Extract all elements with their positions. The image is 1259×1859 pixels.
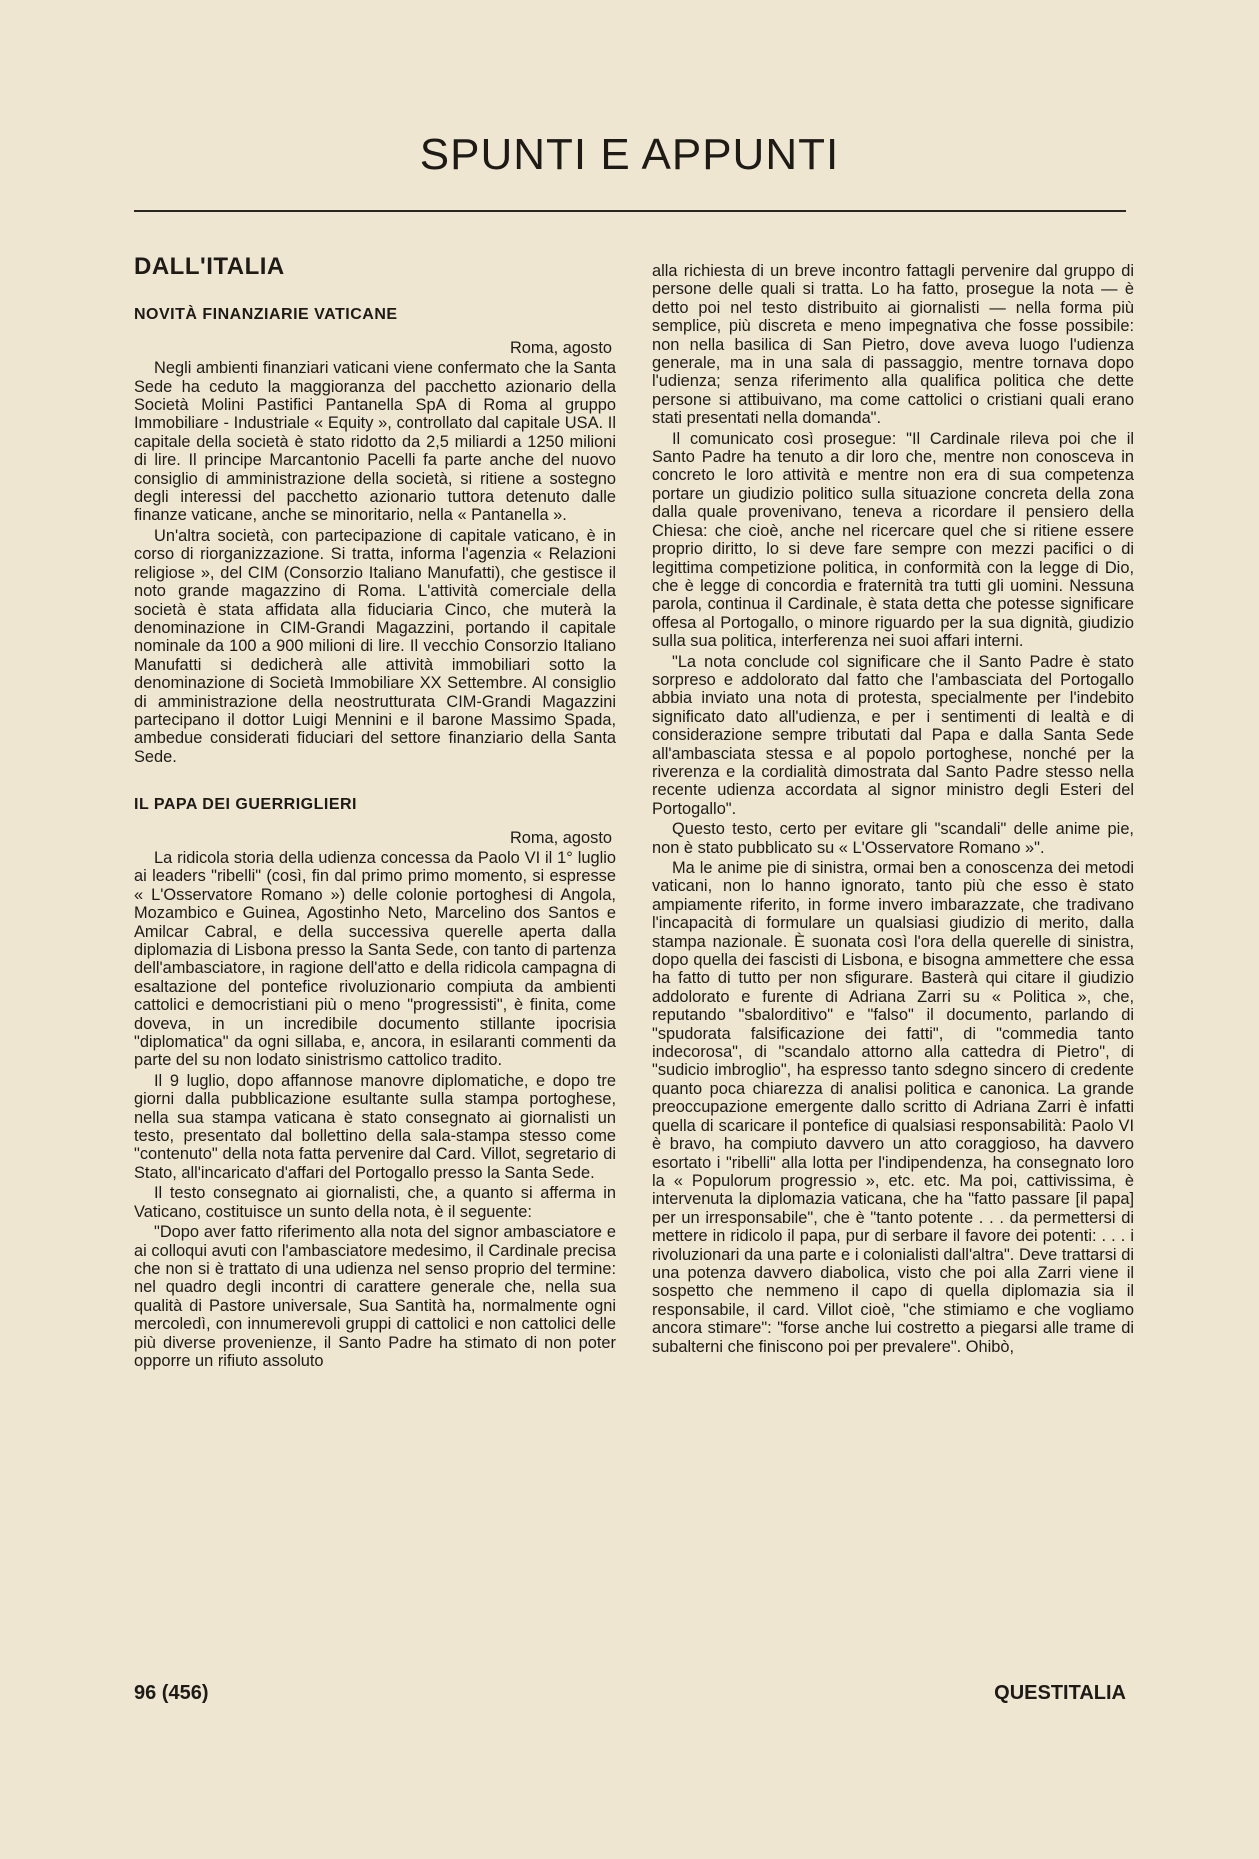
left-column: [134, 253, 616, 1372]
page-title: SPUNTI E APPUNTI: [419, 130, 840, 179]
paragraph: Negli ambienti finanziari vaticani viene confermato che la Santa Sede ha ceduto la maggioranza del pacchetto azionario della Società Molini Pastifici Pantanella SpA di Roma al gruppo Immobiliare - Industriale « Equity », controllato dal capitale USA. Il capitale della società è stato ridotto da 2,5 miliardi a 1250 milioni di lire. Il principe Marcantonio Pacelli fa parte anche del nuovo consiglio di amministrazione della società, si ritiene a sostegno degli interessi del pacchetto azionario tuttora detenuto dalle finanze vaticane, anche se minoritario, nella « Pantanella ».: [134, 359, 616, 525]
section-title: DALL'ITALIA: [134, 253, 285, 280]
paragraph: Un'altra società, con partecipazione di capitale vaticano, è in corso di riorganizzazione. Si tratta, informa l'agenzia « Relazioni religiose », del CIM (Consorzio Italiano Manufatti), che gestisce il noto grande magazzino di Roma. L'attività comerciale della società è stata affidata alla fiduciaria Cinco, che muterà la denominazione in CIM-Grandi Magazzini, portando il capitale nominale da 100 a 900 milioni di lire. Il vecchio Consorzio Italiano Manufatti si dedicherà alle attività immobiliari sotto la denominazione di Società Immobiliare XX Settembre. Al consiglio di amministrazione della neostrutturata CIM-Grandi Magazzini partecipano il dottor Luigi Mennini e il barone Massimo Spada, ambedue considerati fiduciari del settore finanziario della Santa Sede.: [134, 526, 616, 766]
page-number: 96 (456): [134, 1682, 209, 1704]
right-column: [652, 262, 1134, 1358]
magazine-name: QUESTITALIA: [994, 1682, 1126, 1704]
paragraph: Il 9 luglio, dopo affannose manovre diplomatiche, e dopo tre giorni dalla pubblicazione esultante sulla stampa portoghese, nella sua stampa vaticana è stato consegnato ai giornalisti un testo, presentato dal bollettino della sala-stampa stesso come "contenuto" della nota fatta pervenire dal Card. Villot, segretario di Stato, all'incaricato d'affari del Portogallo presso la Santa Sede.: [134, 1071, 616, 1182]
paragraph: Il comunicato così prosegue: "Il Cardinale rileva poi che il Santo Padre ha tenuto a dir loro che, mentre non conosceva in concreto le loro attività e mentre non era di sua competenza portare un giudizio politico sulla situazione concreta della zona dalla quale provenivano, teneva a ricordare il pensiero della Chiesa: che cioè, anche nel ricercare quel che si ritiene essere proprio diritto, lo si deve fare sempre con mezzi pacifici o di legittima competizione politica, in conformità con la legge di Dio, che è legge di concordia e fraternità tra tutti gli uomini. Nessuna parola, continua il Cardinale, è stata detta che potesse significare offesa al Portogallo, o minore riguardo per la sua dignità, giudizio sulla sua politica, interferenza nei suoi affari interni.: [652, 429, 1134, 651]
article-title-guerriglieri: IL PAPA DEI GUERRIGLIERI: [134, 796, 357, 814]
paragraph: "Dopo aver fatto riferimento alla nota del signor ambasciatore e ai colloqui avuti con l'ambasciatore medesimo, il Cardinale precisa che non si è trattato di una udienza nel senso proprio del termine: nel quadro degli incontri di carattere generale che, nella sua qualità di Pastore universale, Sua Santità ha, normalmente ogni mercoledì, con innumerevoli gruppi di cattolici e non cattolici delle più diverse provenienze, il Santo Padre ha stimato di non poter opporre un rifiuto assoluto: [134, 1223, 616, 1370]
header-rule: [134, 210, 1126, 212]
dateline: Roma, agosto: [509, 338, 612, 357]
paragraph: alla richiesta di un breve incontro fattagli pervenire dal gruppo di persone delle quali si tratta. Lo ha fatto, prosegue la nota — è detto poi nel testo distribuito ai giornalisti — nella forma più semplice, più discreta e meno impegnativa che fosse possibile: non nella basilica di San Pietro, dove aveva luogo l'udienza generale, ma in una sala di passaggio, mentre tornava dopo l'udienza; senza riferimento alla qualifica politica che dette persone si attibuivano, ma come cattolici o cristiani quali erano stati presentati nella domanda".: [652, 262, 1134, 428]
paragraph: "La nota conclude col significare che il Santo Padre è stato sorpreso e addolorato dal fatto che l'ambasciata del Portogallo abbia inviato una nota di protesta, specialmente per l'indebito significato dato all'udienza, e per i sentimenti di lealtà e di considerazione sempre tributati dal Papa e dalla Santa Sede all'ambasciata stessa e al popolo portoghese, nonché per la riverenza e la cordialità dimostrata dal Santo Padre stesso nella recente udienza accordata al signor ministro degli Esteri del Portogallo".: [652, 652, 1134, 818]
paragraph: Il testo consegnato ai giornalisti, che, a quanto si afferma in Vaticano, costituisce un sunto della nota, è il seguente:: [134, 1184, 616, 1221]
paragraph: Questo testo, certo per evitare gli "scandali" delle anime pie, non è stato pubblicato su « L'Osservatore Romano »".: [652, 820, 1134, 857]
dateline: Roma, agosto: [509, 828, 612, 847]
article-title-finanziarie: NOVITÀ FINANZIARIE VATICANE: [134, 306, 398, 324]
paragraph: La ridicola storia della udienza concessa da Paolo VI il 1° luglio ai leaders "ribelli" (così, fin dal primo primo momento, si espresse « L'Osservatore Romano ») delle colonie portoghesi di Angola, Mozambico e Guinea, Agostinho Neto, Marcelino dos Santos e Amilcar Cabral, e della successiva querelle aperta dalla diplomazia di Lisbona presso la Santa Sede, con tanto di partenza dell'ambasciatore, in ragione dell'atto e della ridicola campagna di esaltazione del pontefice rivoluzionario compiuta da ambienti cattolici e democristiani più o meno "progressisti", è finita, come doveva, in un incredibile documento stillante ipocrisia "diplomatica" da ogni sillaba, e, ancora, in esilaranti commenti da parte del su non lodato sinistrismo cattolico tradito.: [134, 848, 616, 1070]
paragraph: Ma le anime pie di sinistra, ormai ben a conoscenza dei metodi vaticani, non lo hanno ignorato, tanto più che esso è stato ampiamente riferito, in forme invero imbarazzate, che tradivano l'incapacità di formulare un qualsiasi giudizio di merito, dalla stampa nazionale. È suonata così l'ora della querelle di sinistra, dopo quella dei fascisti di Lisbona, e bisogna ammettere che essa ha fatto di tutto per non sfigurare. Basterà qui citare il giudizio addolorato e furente di Adriana Zarri su « Politica », che, reputando "sbalorditivo" e "falso" il documento, parlando di "spudorata falsificazione dei fatti", di "commedia tanto indecorosa", di "scandalo attorno alla cattedra di Pietro", di "sudicio imbroglio", ha espresso tanto sdegno sincero di credente quanto poca chiarezza di analisi politica e canonica. La grande preoccupazione emergente dallo scritto di Adriana Zarri è infatti quella di scaricare il pontefice di qualsiasi responsabilità: Paolo VI è bravo, ha compiuto davvero un atto coraggioso, ha davvero esortato i "ribelli" alla lotta per l'indipendenza, ha consegnato loro la « Populorum progressio », etc. etc. Ma poi, cattivissima, è intervenuta la diplomazia vaticana, che ha "fatto passare [il papa] per un irresponsabile", che è "tanto potente . . . da permettersi di mettere in ridicolo il papa, pur di serbare il favore dei potenti: . . . i rivoluzionari da una parte e i colonialisti dall'altra". Deve trattarsi di una potenza davvero diabolica, visto che poi alla Zarri viene il sospetto che nemmeno il capo di quella diplomazia sia il responsabile, il card. Villot cioè, "che stimiamo e che vogliamo ancora stimare": "forse anche lui costretto a piegarsi alle trame di subalterni che finiscono poi per prevalere". Ohibò,: [652, 859, 1134, 1356]
